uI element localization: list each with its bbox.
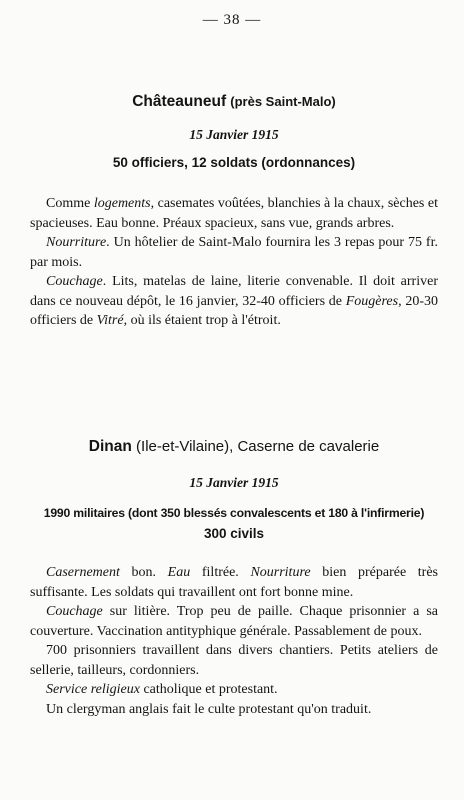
section-body [30, 563, 438, 719]
paragraph-couchage: Couchage sur litière. Trop peu de paille. Chaque prisonnier a sa couverture. Vaccination antityphique générale. Passablement de poux. [30, 604, 438, 639]
section-dinan [30, 437, 438, 719]
paragraph-couchage: Couchage. Lits, matelas de laine, literie convenable. Il doit arriver dans ce nouveau dépôt, le 16 janvier, 32-40 officiers de Fougères, 20-30 officiers de Vitré, où ils étaient trop à l'étroit. [30, 274, 438, 328]
place-note: (Ile-et-Vilaine), Caserne de cavalerie [136, 438, 380, 455]
prisoner-count: 50 officiers, 12 soldats (ordonnances) [112, 155, 356, 170]
paragraph-travail: 700 prisonniers travaillent dans divers chantiers. Petits ateliers de sellerie, tailleurs, cordonniers. [30, 643, 438, 678]
paragraph-logements: Comme logements, casemates voûtées, blanchies à la chaux, sèches et spacieuses. Eau bonne. Préaux spacieux, sans vue, grands arbres. [30, 196, 438, 231]
section-heading [30, 437, 438, 457]
section-chateauneuf [30, 92, 438, 331]
paragraph-service-religieux: Service religieux catholique et protestant. [46, 682, 278, 697]
paragraph-clergyman: Un clergyman anglais fait le culte protestant qu'on traduit. [46, 701, 372, 717]
place-name: Dinan [88, 438, 132, 455]
place-note: (près Saint-Malo) [230, 94, 336, 109]
paragraph-nourriture: Nourriture. Un hôtelier de Saint-Malo fournira les 3 repas pour 75 fr. par mois. [30, 235, 438, 270]
military-count: 1990 militaires (dont 350 blessés convalescents et 180 à l'infirmerie) [43, 506, 425, 520]
place-name: Châteauneuf [132, 93, 227, 110]
page-number: — 38 — [202, 12, 262, 28]
paragraph-casernement: Casernement bon. Eau filtrée. Nourriture bien préparée très suffisante. Les soldats qui travaillent ont fort bonne mine. [30, 565, 439, 600]
section-heading [30, 92, 438, 112]
civil-count: 300 civils [203, 526, 265, 541]
report-date: 15 Janvier 1915 [189, 475, 279, 490]
report-date: 15 Janvier 1915 [189, 127, 279, 142]
section-body [30, 194, 438, 331]
